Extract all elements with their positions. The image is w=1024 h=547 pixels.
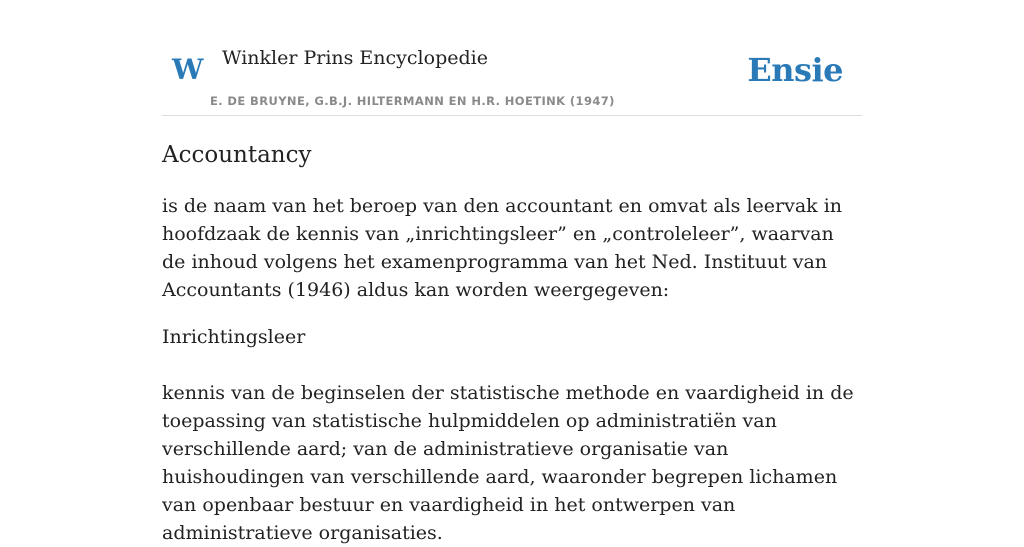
section-heading: Inrichtingsleer	[162, 326, 306, 348]
source-authors: E. DE BRUYNE, G.B.J. HILTERMANN EN H.R. HOETINK (1947)	[210, 94, 615, 108]
source-title[interactable]: Winkler Prins Encyclopedie	[222, 47, 488, 69]
entry-intro: is de naam van het beroep van den accountant en omvat als leervak in hoofdzaak de kennis van „inrichtingsleer” en „controleleer”, waarvan de inhoud volgens het examenprogramma van het Ned. Instituut van Accountants (1946) aldus kan worden weergegeven:	[162, 195, 843, 301]
winkler-prins-logo[interactable]: W	[172, 53, 204, 86]
section-text: kennis van de beginselen der statistische methode en vaardigheid in de toepassing van statistische hulpmiddelen op administratiën van verschillende aard; van de administratieve organisatie van huishoudingen van verschillende aard, waaronder begrepen lichamen van openbaar bestuur en vaardigheid in het ontwerpen van administratieve organisaties.	[162, 382, 854, 544]
source-header	[162, 0, 862, 116]
entry-title: Accountancy	[162, 142, 312, 168]
page	[162, 0, 862, 544]
ensie-logo[interactable]: Ensie	[747, 51, 843, 89]
